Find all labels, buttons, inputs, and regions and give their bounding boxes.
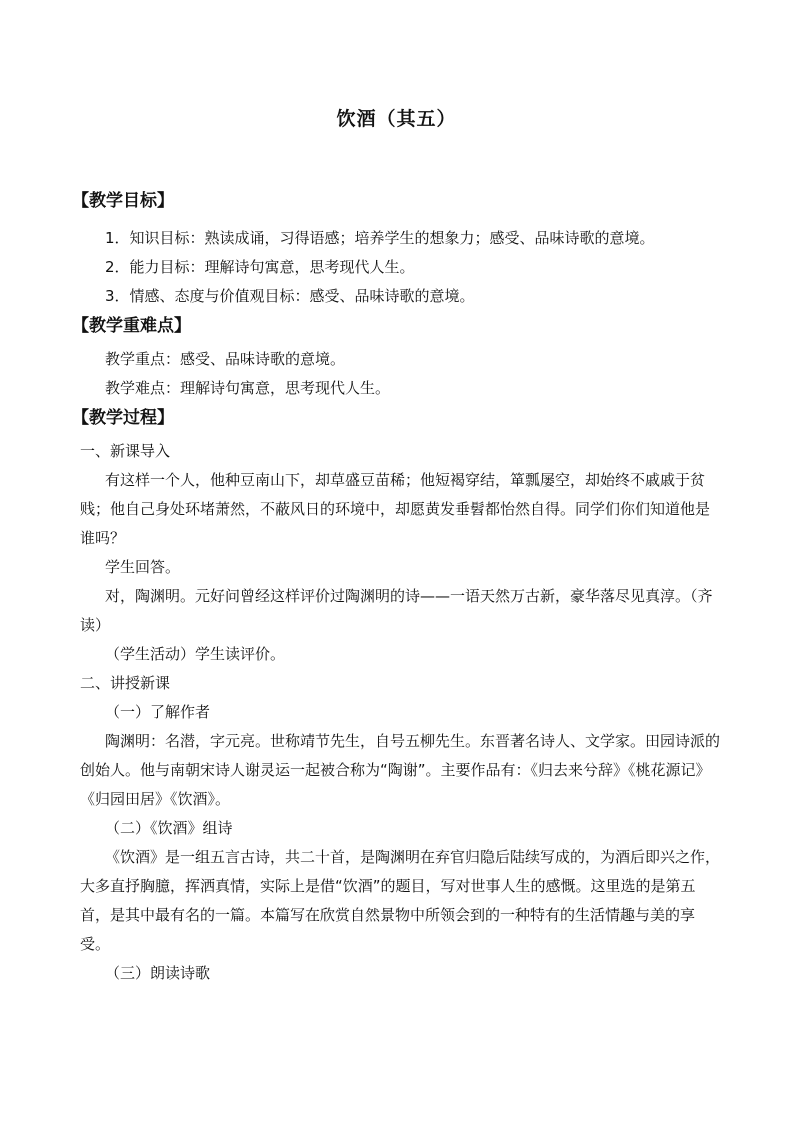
section-heading-objectives: 【教学目标】 [72, 191, 174, 211]
part-title: 二、讲授新课 [80, 674, 171, 692]
paragraph: 《饮酒》是一组五言古诗，共二十首，是陶渊明在弃官归隐后陆续写成的，为酒后即兴之作，大多直抒胸臆，挥洒真情，实际上是借“饮酒”的题目，写对世事人生的感慨。这里选的是第五首，是其中最有名的一篇。本篇写在欣赏自然景物中所领会到的一种特有的生活情趣与美的享受。 [80, 848, 721, 953]
key-point-item: 教学重点：感受、品味诗歌的意境。 [105, 350, 346, 368]
section-heading-process: 【教学过程】 [72, 408, 174, 428]
key-point-item: 教学难点：理解诗句寓意，思考现代人生。 [105, 379, 391, 397]
section-heading-key-points: 【教学重难点】 [72, 316, 191, 336]
paragraph: 有这样一个人，他种豆南山下，却草盛豆苗稀；他短褐穿结，箪瓢屡空，却始终不戚戚于贫贱；他自己身处环堵萧然，不蔽风日的环境中，却愿黄发垂髫都怡然自得。同学们你们知道他是谁吗？ [80, 471, 711, 547]
paragraph: 陶渊明：名潜，字元亮。世称靖节先生，自号五柳先生。东晋著名诗人、文学家。田园诗派的创始人。他与南朝宋诗人谢灵运一起被合称为“陶谢”。主要作品有：《归去来兮辞》《桃花源记》《归园田居》《饮酒》。 [80, 732, 721, 808]
objective-item: 1．知识目标：熟读成诵，习得语感；培养学生的想象力；感受、品味诗歌的意境。 [105, 229, 655, 247]
paragraph: 学生回答。 [105, 558, 181, 576]
subheading: （三）朗读诗歌 [105, 964, 211, 982]
objective-item: 3．情感、态度与价值观目标：感受、品味诗歌的意境。 [105, 287, 475, 305]
document-body [72, 186, 721, 988]
objective-item: 2．能力目标：理解诗句寓意，思考现代人生。 [105, 258, 415, 276]
subheading: （二）《饮酒》组诗 [105, 819, 233, 837]
paragraph: 对，陶渊明。元好问曾经这样评价过陶渊明的诗——一语天然万古新，豪华落尽见真淳。（齐读） [80, 587, 713, 634]
document-title: 饮酒（其五） [336, 108, 457, 130]
subheading: （一）了解作者 [105, 703, 211, 721]
paragraph: （学生活动）学生读评价。 [105, 645, 286, 663]
part-title: 一、新课导入 [80, 442, 171, 460]
